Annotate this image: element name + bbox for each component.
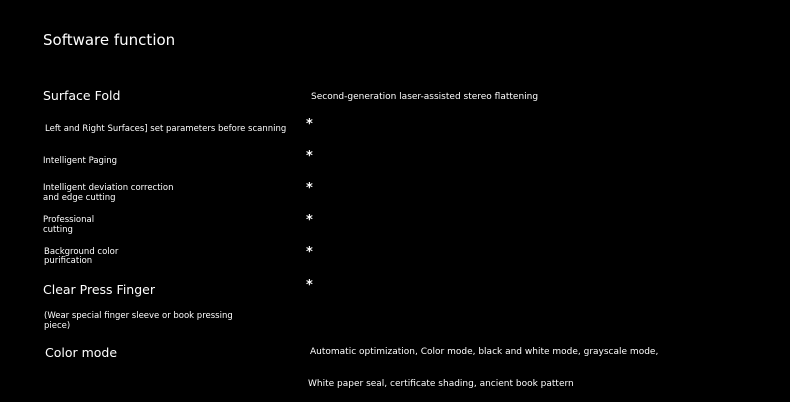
background-purification-star: * bbox=[306, 245, 313, 260]
professional-cutting-label-line2: cutting bbox=[43, 225, 73, 235]
color-mode-value-line2: White paper seal, certificate shading, ancient book pattern bbox=[308, 379, 574, 389]
professional-cutting-star: * bbox=[306, 213, 313, 228]
left-right-surfaces-label: Left and Right Surfaces] set parameters before scanning bbox=[45, 124, 287, 134]
color-mode-value-line1: Automatic optimization, Color mode, black and white mode, grayscale mode, bbox=[310, 347, 659, 357]
deviation-correction-label-line1: Intelligent deviation correction bbox=[43, 183, 174, 193]
surface-fold-label: Surface Fold bbox=[43, 88, 121, 103]
intelligent-paging-label: Intelligent Paging bbox=[43, 156, 118, 166]
clear-press-finger-note-line1: (Wear special finger sleeve or book pressing bbox=[44, 311, 233, 321]
clear-press-finger-note-line2: piece) bbox=[44, 321, 71, 331]
intelligent-paging-star: * bbox=[306, 149, 313, 164]
color-mode-label: Color mode bbox=[45, 345, 118, 360]
deviation-correction-star: * bbox=[306, 181, 313, 196]
background-purification-label-line2: purification bbox=[44, 256, 93, 266]
professional-cutting-label-line1: Professional bbox=[43, 215, 95, 225]
background-purification-label-line1: Background color bbox=[44, 247, 119, 257]
deviation-correction-label-line2: and edge cutting bbox=[43, 193, 116, 203]
left-right-surfaces-star: * bbox=[306, 117, 313, 132]
clear-press-finger-label: Clear Press Finger bbox=[43, 282, 155, 297]
surface-fold-value: Second-generation laser-assisted stereo flattening bbox=[311, 92, 539, 102]
page-title: Software function bbox=[43, 31, 176, 49]
clear-press-finger-star: * bbox=[306, 278, 313, 293]
